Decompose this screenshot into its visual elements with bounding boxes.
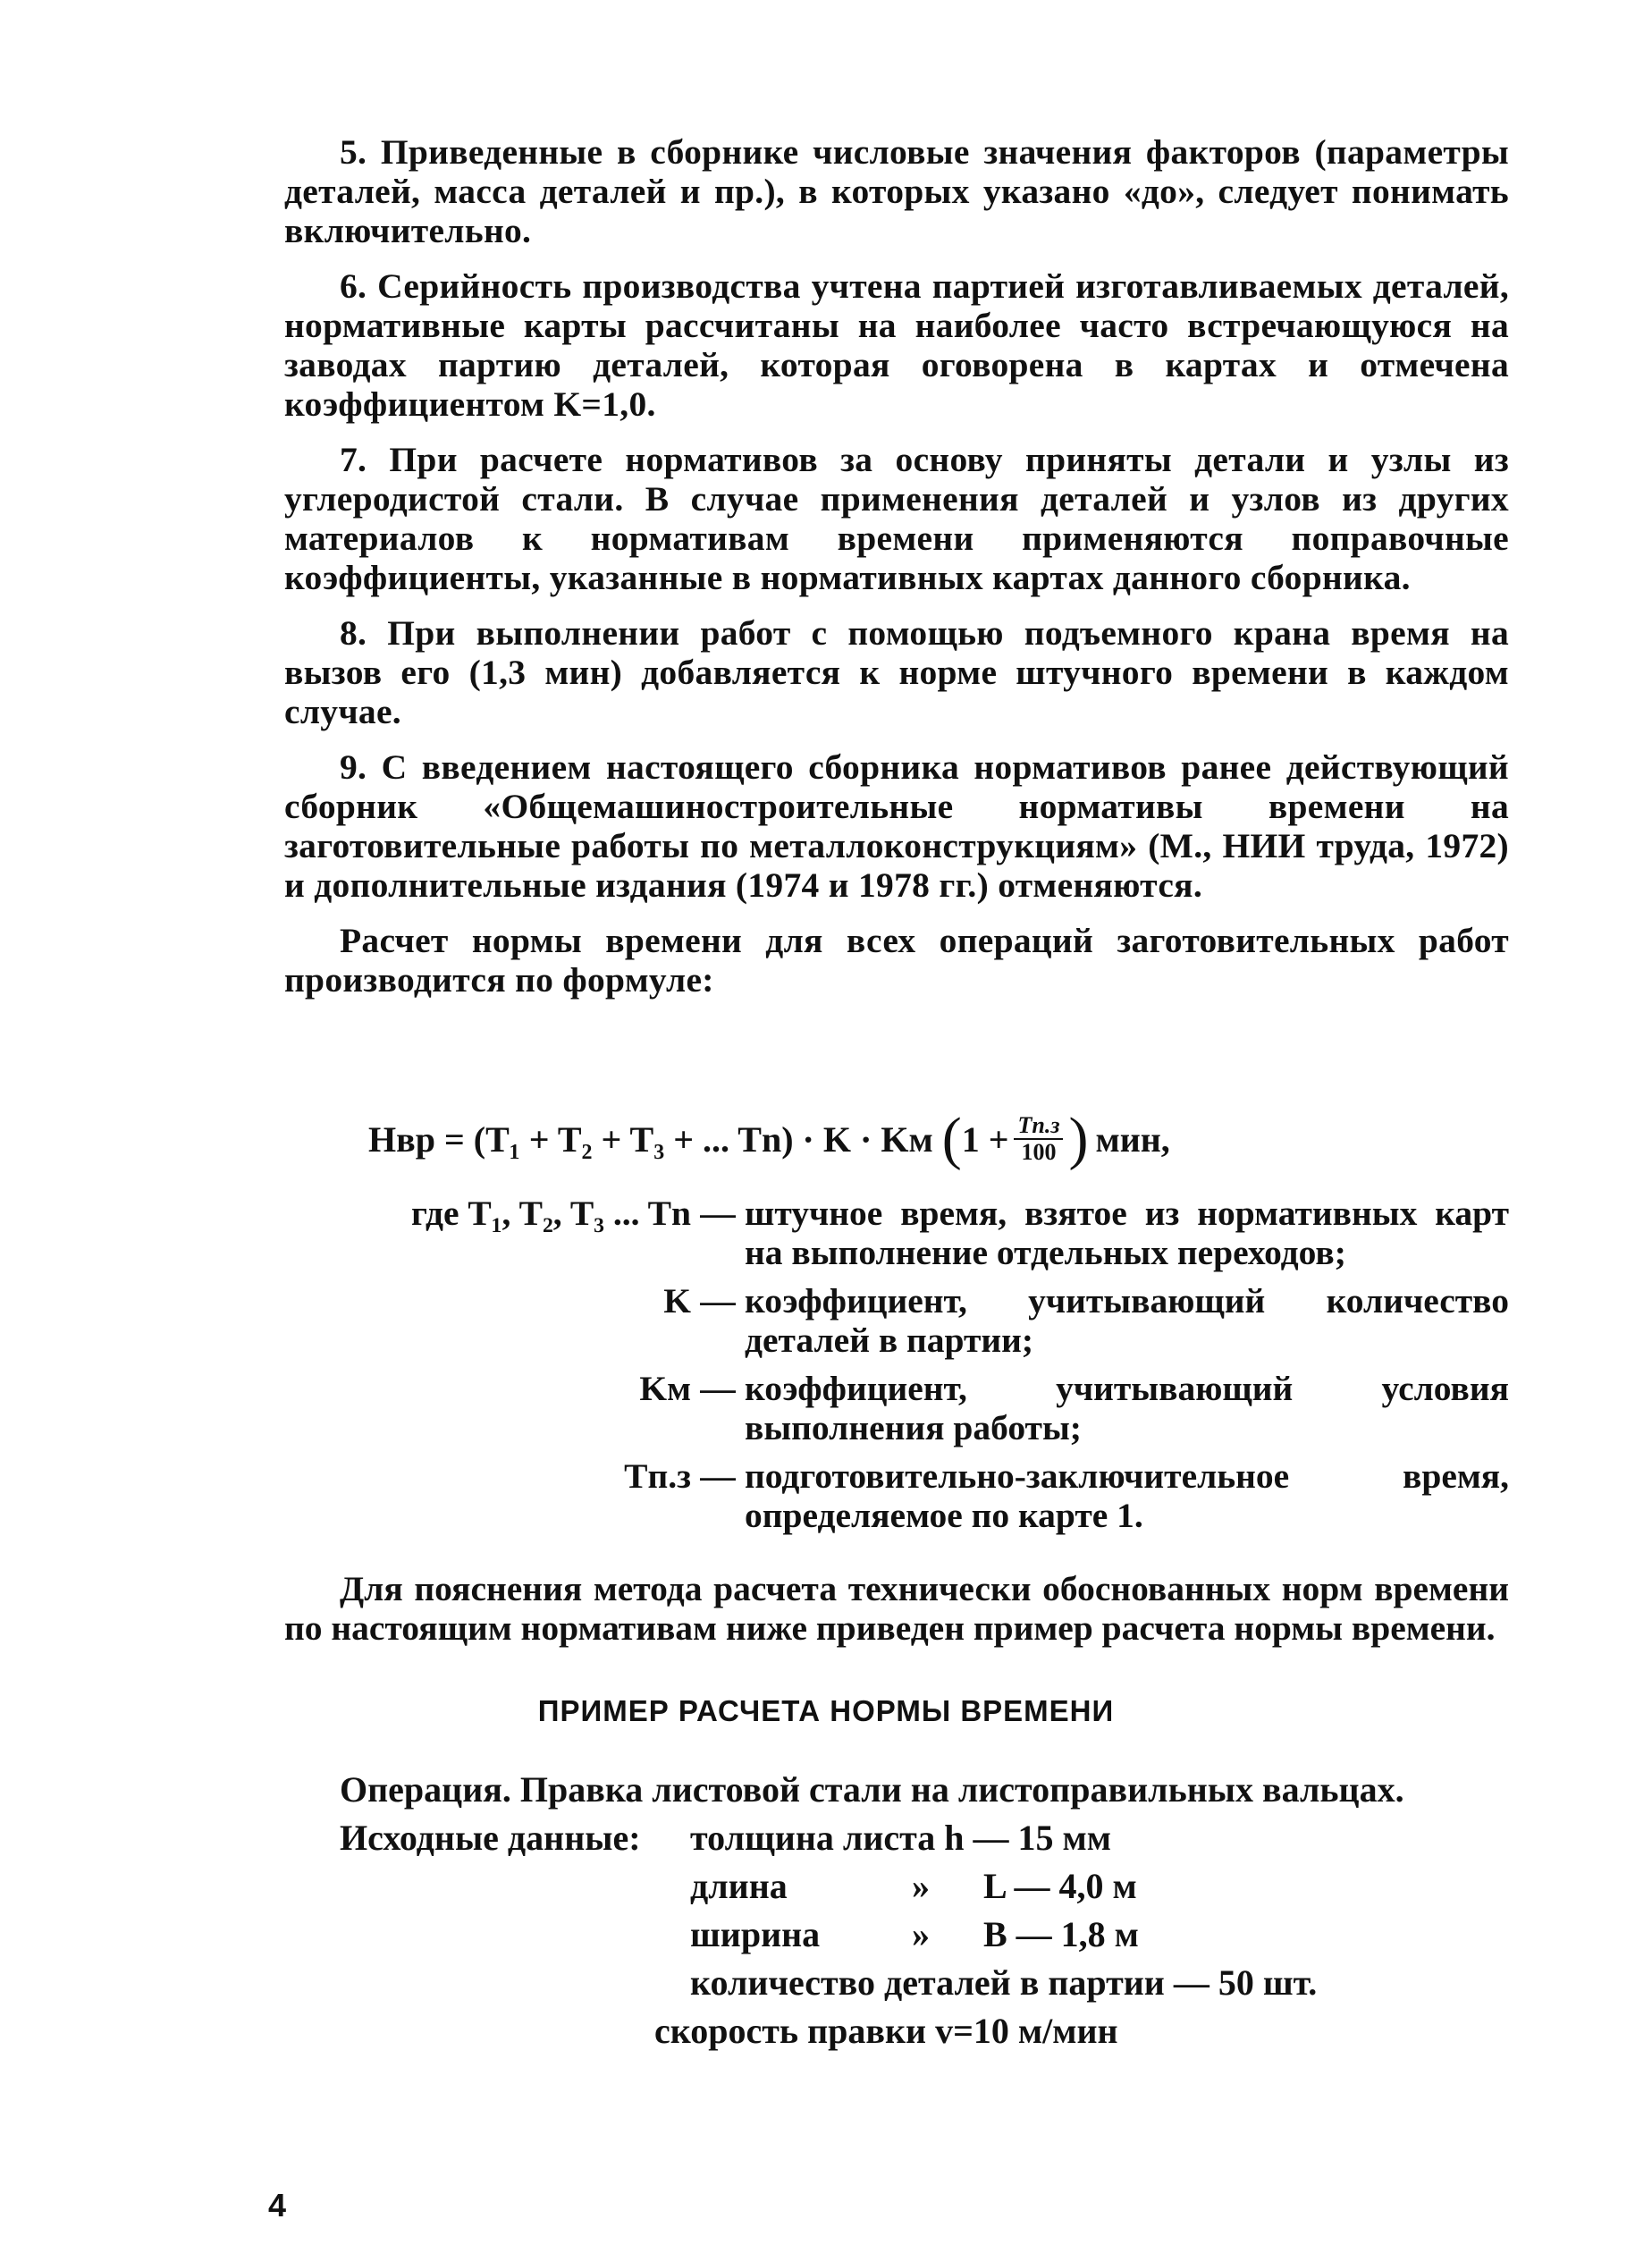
width-value: B — 1,8 м: [983, 1914, 1139, 1954]
time-norm-formula: [368, 1106, 1170, 1171]
page-number: 4: [268, 2187, 287, 2223]
example-source-row: [340, 1814, 1404, 1862]
definition-text: штучное время, взятое из нормативных карт на выполнение отдельных переходов;: [745, 1194, 1509, 1272]
definition-row: [284, 1194, 1509, 1272]
definition-row: [284, 1456, 1509, 1535]
definition-dash: —: [700, 1369, 736, 1408]
paragraph-6: 6. Серийность производства учтена партией изготавливаемых деталей, нормативные карты рассчитаны на наиболее часто встречающуюся на заводах партию деталей, которая оговорена в картах и отмечена коэффициентом K=1,0.: [284, 266, 1509, 424]
paragraph-9: 9. С введением настоящего сборника нормативов ранее действующий сборник «Общемашиностроительные нормативы времени на заготовительные работы по металлоконструкциям» (М., НИИ труда, 1972) и дополнительные издания (1974 и 1978 гг.) отменяются.: [284, 747, 1509, 905]
example-block: [340, 1766, 1404, 2055]
example-speed-row: [340, 2007, 1404, 2055]
definition-row: [284, 1281, 1509, 1360]
example-width-row: [340, 1911, 1404, 1959]
formula-fraction: [1014, 1113, 1063, 1165]
source-label: Исходные данные:: [340, 1818, 641, 1858]
formula-paren-open: (: [941, 1106, 962, 1171]
paragraph-7: 7. При расчете нормативов за основу приняты детали и узлы из углеродистой стали. В случае применения деталей и узлов из других материалов к нормативам времени применяются поправочные коэффициенты, указанные в нормативных картах данного сборника.: [284, 440, 1509, 597]
definition-text: подготовительно-заключительное время, определяемое по карте 1.: [745, 1456, 1509, 1535]
definition-row: [284, 1369, 1509, 1447]
definition-term: где T₁, T₂, T₃ ... Tn: [411, 1194, 691, 1233]
length-ditto: »: [912, 1866, 930, 1906]
quantity-value: количество деталей в партии — 50 шт.: [690, 1962, 1318, 2003]
formula-one-plus: 1 +: [961, 1118, 1009, 1160]
definition-dash: —: [700, 1194, 736, 1233]
definition-text: коэффициент, учитывающий количество деталей в партии;: [745, 1281, 1509, 1360]
length-value: L — 4,0 м: [983, 1866, 1137, 1906]
body-text: [284, 132, 1509, 1016]
formula-paren-close: ): [1068, 1106, 1089, 1171]
fraction-denominator: 100: [1021, 1139, 1057, 1165]
speed-value: скорость правки v=10 м/мин: [654, 2011, 1118, 2051]
length-label: длина: [690, 1866, 788, 1906]
definition-term: Tп.з: [624, 1456, 691, 1496]
example-operation: Операция. Правка листовой стали на листоправильных вальцах.: [340, 1769, 1404, 1810]
example-quantity-row: [340, 1959, 1404, 2007]
formula-left: Hвр = (T₁ + T₂ + T₃ + ... Tn) · K · Kм: [368, 1118, 933, 1160]
explanation-paragraph: Для пояснения метода расчета технически обоснованных норм времени по настоящим нормативам ниже приведен пример расчета нормы времени.: [284, 1569, 1509, 1648]
definition-dash: —: [700, 1456, 736, 1496]
paragraph-5: 5. Приведенные в сборнике числовые значения факторов (параметры деталей, масса деталей и пр.), в которых указано «до», следует понимать включительно.: [284, 132, 1509, 250]
definition-term: K: [663, 1281, 691, 1321]
section-heading: ПРИМЕР РАСЧЕТА НОРМЫ ВРЕМЕНИ: [537, 1694, 1115, 1727]
width-label: ширина: [690, 1914, 821, 1954]
definition-text: коэффициент, учитывающий условия выполнения работы;: [745, 1369, 1509, 1447]
example-length-row: [340, 1862, 1404, 1911]
fraction-numerator: Tп.з: [1014, 1113, 1063, 1140]
thickness-value: толщина листа h — 15 мм: [690, 1818, 1112, 1858]
definition-term: Kм: [639, 1369, 691, 1408]
definition-dash: —: [700, 1281, 736, 1321]
formula-unit: мин,: [1095, 1118, 1170, 1160]
paragraph-8: 8. При выполнении работ с помощью подъемного крана время на вызов его (1,3 мин) добавляется к норме штучного времени в каждом случае.: [284, 613, 1509, 731]
width-ditto: »: [912, 1914, 930, 1954]
formula-definitions: [284, 1194, 1509, 1544]
formula-intro: Расчет нормы времени для всех операций заготовительных работ производится по формуле:: [284, 921, 1509, 1000]
